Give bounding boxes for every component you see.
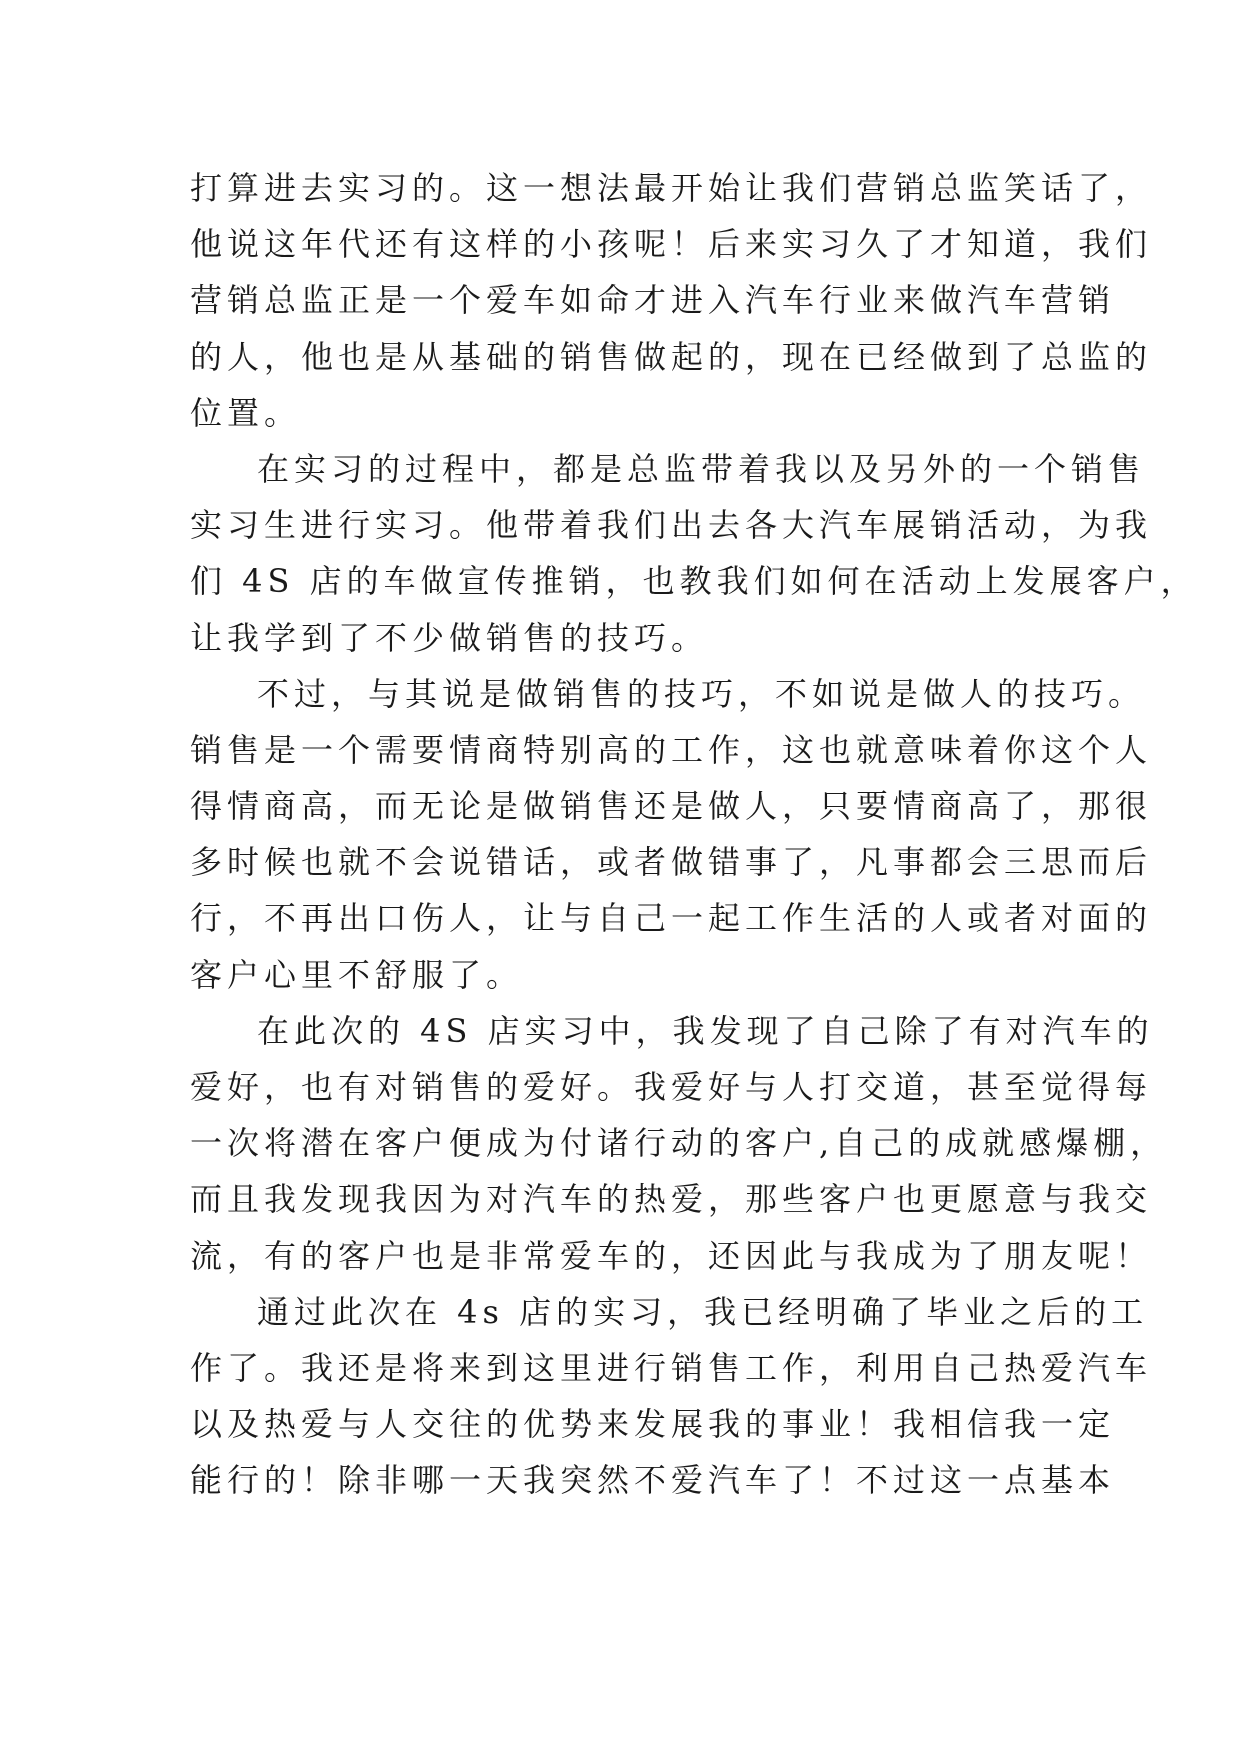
text-line: 一次将潜在客户便成为付诸行动的客户,自己的成就感爆棚，	[190, 1124, 1168, 1163]
text-line: 行，不再出口伤人，让与自己一起工作生活的人或者对面的	[190, 899, 1153, 938]
text-line: 作了。我还是将来到这里进行销售工作，利用自己热爱汽车	[190, 1348, 1153, 1387]
text-line: 不过，与其说是做销售的技巧，不如说是做人的技巧。	[257, 674, 1146, 713]
text-line: 爱好，也有对销售的爱好。我爱好与人打交道，甚至觉得每	[190, 1068, 1153, 1106]
body-text	[190, 160, 1198, 1509]
text-line: 营销总监正是一个爱车如命才进入汽车行业来做汽车营销	[190, 281, 1116, 320]
text-line: 让我学到了不少做销售的技巧。	[190, 618, 709, 657]
text-line: 在实习的过程中，都是总监带着我以及另外的一个销售	[257, 449, 1146, 488]
text-line: 在此次的 4S 店实习中，我发现了自己除了有对汽车的	[257, 1011, 1154, 1050]
text-line: 他说这年代还有这样的小孩呢！后来实习久了才知道，我们	[190, 225, 1153, 264]
text-line: 流，有的客户也是非常爱车的，还因此与我成为了朋友呢！	[190, 1236, 1153, 1275]
text-line: 而且我发现我因为对汽车的热爱，那些客户也更愿意与我交	[190, 1180, 1153, 1219]
text-line: 能行的！除非哪一天我突然不爱汽车了！不过这一点基本	[190, 1461, 1116, 1500]
text-line: 以及热爱与人交往的优势来发展我的事业！我相信我一定	[190, 1405, 1116, 1444]
text-line: 实习生进行实习。他带着我们出去各大汽车展销活动，为我	[190, 506, 1153, 545]
text-line: 销售是一个需要情商特别高的工作，这也就意味着你这个人	[190, 730, 1153, 769]
text-line: 客户心里不舒服了。	[190, 955, 524, 994]
text-line: 打算进去实习的。这一想法最开始让我们营销总监笑话了，	[190, 169, 1153, 207]
text-line: 的人，他也是从基础的销售做起的，现在已经做到了总监的	[190, 337, 1153, 376]
text-line: 多时候也就不会说错话，或者做错事了，凡事都会三思而后	[190, 843, 1153, 882]
text-line: 得情商高，而无论是做销售还是做人，只要情商高了，那很	[190, 787, 1153, 826]
text-line: 通过此次在 4s 店的实习，我已经明确了毕业之后的工	[257, 1292, 1149, 1331]
text-line: 位置。	[190, 393, 302, 432]
text-line: 们 4S 店的车做宣传推销，也教我们如何在活动上发展客户，	[190, 562, 1198, 601]
